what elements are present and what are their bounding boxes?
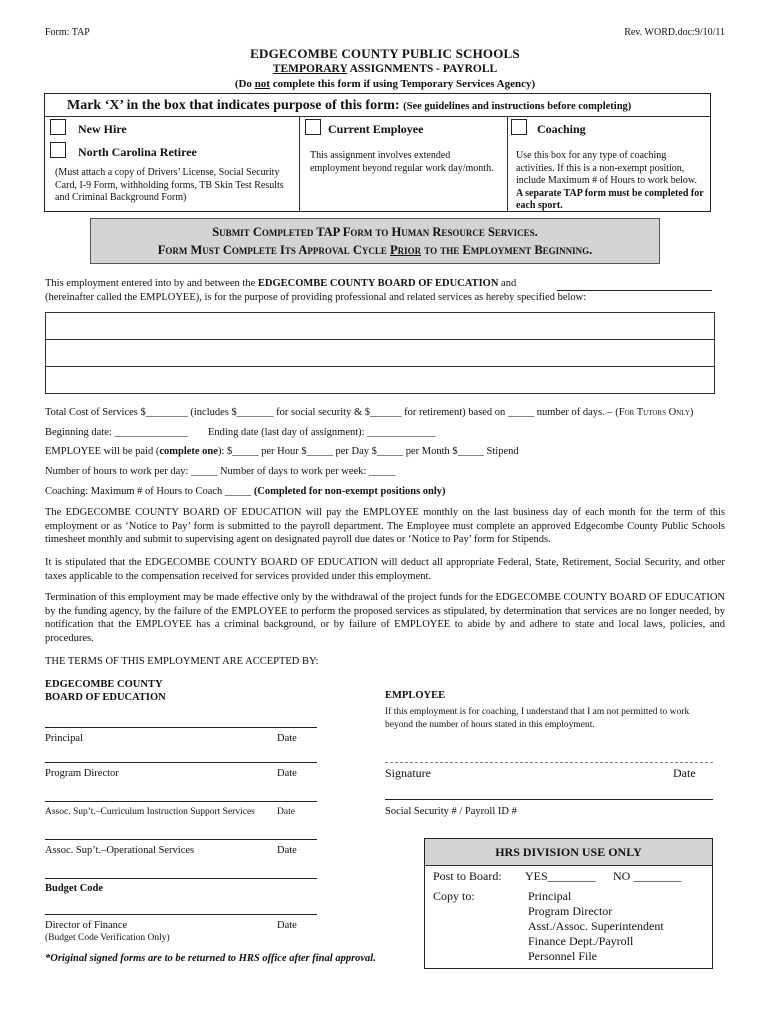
form-subtitle-not: not bbox=[254, 78, 270, 90]
nc-retiree-label: North Carolina Retiree bbox=[78, 145, 197, 159]
copy-to-item: Program Director bbox=[528, 904, 613, 918]
purpose-col-divider-1 bbox=[299, 116, 300, 212]
coaching-note bbox=[516, 150, 704, 213]
banner-line-2a: Form Must Complete Its Approval Cycle bbox=[157, 243, 390, 257]
assoc-curriculum-signature-line[interactable] bbox=[45, 801, 317, 802]
tutors-only: For Tutors Only bbox=[618, 407, 690, 418]
services-row[interactable] bbox=[46, 340, 714, 367]
banner-line-2 bbox=[91, 241, 659, 259]
intro-text-a: This employment entered into by and between the bbox=[45, 278, 258, 289]
return-instructions: *Original signed forms are to be returned to HRS office after final approval. bbox=[45, 953, 376, 964]
assoc-operational-signature-line[interactable] bbox=[45, 839, 317, 840]
copy-to-item: Finance Dept./Payroll bbox=[528, 934, 634, 948]
current-employee-label: Current Employee bbox=[328, 122, 424, 136]
intro-board: EDGECOMBE COUNTY BOARD OF EDUCATION bbox=[257, 278, 499, 289]
purpose-heading-sub: (See guidelines and instructions before completing) bbox=[403, 101, 632, 112]
ssn-label: Social Security # / Payroll ID # bbox=[385, 806, 517, 817]
purpose-heading-main: Mark ‘X’ in the box that indicates purpose of this form: bbox=[67, 98, 400, 113]
program-director-label: Program Director bbox=[45, 768, 119, 779]
principal-signature-line[interactable] bbox=[45, 727, 317, 728]
employee-coaching-note: If this employment is for coaching, I understand that I am not permitted to work beyond the number of hours stated in this employment. bbox=[385, 707, 690, 730]
copy-to-label: Copy to: bbox=[433, 889, 475, 903]
employee-name-line[interactable] bbox=[557, 290, 712, 291]
hrs-heading: HRS DIVISION USE ONLY bbox=[425, 839, 712, 866]
copy-to-item: Personnel File bbox=[528, 949, 597, 963]
director-finance-signature-line[interactable] bbox=[45, 914, 317, 915]
pay-rate-bold: complete one bbox=[159, 446, 218, 457]
terms-heading: THE TERMS OF THIS EMPLOYMENT ARE ACCEPTED BY: bbox=[45, 656, 319, 667]
submit-banner bbox=[90, 218, 660, 264]
assoc-curriculum-label: Assoc. Sup’t.–Curriculum Instruction Support Services bbox=[45, 807, 255, 817]
program-director-signature-line[interactable] bbox=[45, 762, 317, 763]
program-director-date-label: Date bbox=[277, 768, 297, 779]
org-title: EDGECOMBE COUNTY PUBLIC SCHOOLS bbox=[250, 46, 520, 61]
total-cost-text: Total Cost of Services $________ (includes $_______ for social security & $______ for retirement) based on bbox=[45, 407, 508, 418]
form-subtitle-open: (Do bbox=[234, 78, 255, 90]
total-cost-line bbox=[45, 407, 693, 418]
purpose-box bbox=[44, 93, 711, 212]
director-finance-date-label: Date bbox=[277, 920, 297, 931]
taxes-paragraph: It is stipulated that the EDGECOMBE COUNTY BOARD OF EDUCATION will deduct all appropriate Federal, State, Retirement, Social Security, and other taxes applicable to the compensation received for services provided under this employment. bbox=[45, 557, 725, 582]
revision-label: Rev. WORD.doc:9/10/11 bbox=[624, 27, 725, 38]
termination-paragraph: Termination of this employment may be made effective only by the withdrawal of the project funds for the EDGECOMBE COUNTY BOARD OF EDUCATION by the funding agency, by the failure of the EMPLOYEE to perform the proposed services as stipulated, by determination that services are no longer needed, by notification that the EMPLOYEE has a criminal background, or by failure of EMPLOYEE to abide by and adhere to state and local laws, policies, and procedures. bbox=[45, 592, 725, 644]
new-hire-label: New Hire bbox=[78, 122, 127, 136]
services-table bbox=[45, 312, 715, 394]
new-hire-checkbox[interactable] bbox=[50, 119, 66, 135]
ssn-line[interactable] bbox=[385, 799, 713, 800]
intro-line-1 bbox=[45, 278, 516, 289]
services-row[interactable] bbox=[46, 313, 714, 340]
signature-label: Signature bbox=[385, 766, 431, 780]
tutors-end: ) bbox=[689, 407, 694, 418]
services-row[interactable] bbox=[46, 367, 714, 394]
coaching-hours-text: Coaching: Maximum # of Hours to Coach _____ bbox=[45, 486, 254, 497]
form-subtitle-close: complete this form if using Temporary Services Agency) bbox=[269, 78, 536, 90]
post-yes-field[interactable]: YES________ bbox=[525, 869, 596, 883]
payment-paragraph: The EDGECOMBE COUNTY BOARD OF EDUCATION will pay the EMPLOYEE monthly on the last business day of each month for the term of this employment or as ‘Notice to Pay’ form is submitted to the payroll department. The Employee must complete an approved Edgecombe County Public Schools timesheet monthly and submit to supervising agent on designated payroll due dates or ‘Notice to Pay’ form for Stipends. bbox=[45, 507, 725, 545]
banner-line-1: Submit Completed TAP Form to Human Resource Services. bbox=[212, 225, 538, 239]
form-title-rest: ASSIGNMENTS - PAYROLL bbox=[347, 63, 498, 75]
ending-date[interactable]: Ending date (last day of assignment): _____________ bbox=[208, 427, 436, 438]
assoc-operational-date-label: Date bbox=[277, 845, 297, 856]
purpose-divider bbox=[45, 116, 710, 117]
form-id: Form: TAP bbox=[45, 27, 90, 38]
employee-signature-line[interactable] bbox=[385, 762, 713, 763]
post-to-board-label: Post to Board: bbox=[433, 869, 502, 883]
copy-to-item: Asst./Assoc. Superintendent bbox=[528, 919, 664, 933]
intro-text-b: and bbox=[498, 278, 517, 289]
budget-code-label: Budget Code bbox=[45, 883, 104, 894]
pay-rate-b: ): $_____ per Hour $_____ per Day $_____ per Month $_____ Stipend bbox=[217, 446, 519, 457]
principal-label: Principal bbox=[45, 733, 83, 744]
intro-line-2: (hereinafter called the EMPLOYEE), is for the purpose of providing professional and related services as hereby specified below: bbox=[45, 292, 587, 303]
assoc-operational-label: Assoc. Sup’t.–Operational Services bbox=[45, 845, 195, 856]
coaching-hours-bold: (Completed for non-exempt positions only) bbox=[253, 486, 446, 497]
retiree-note: (Must attach a copy of Drivers’ License, Social Security Card, I-9 Form, withholding forms, TB Skin Test Results and Criminal Background Form) bbox=[55, 167, 284, 203]
banner-prior: Prior bbox=[390, 243, 422, 257]
current-employee-checkbox[interactable] bbox=[305, 119, 321, 135]
budget-code-line[interactable] bbox=[45, 878, 317, 879]
current-employee-note: This assignment involves extended employment beyond regular work day/month. bbox=[310, 150, 494, 174]
coaching-checkbox[interactable] bbox=[511, 119, 527, 135]
employee-date-label: Date bbox=[673, 766, 696, 780]
purpose-heading bbox=[67, 98, 631, 114]
num-days-text: number of days. – ( bbox=[534, 407, 619, 418]
board-label-2: BOARD OF EDUCATION bbox=[45, 692, 166, 703]
board-label-1: EDGECOMBE COUNTY bbox=[45, 679, 163, 690]
coaching-note-bold: A separate TAP form must be completed for each sport. bbox=[516, 187, 704, 211]
director-finance-label: Director of Finance bbox=[45, 920, 128, 931]
form-subtitle bbox=[0, 78, 770, 90]
form-title bbox=[0, 63, 770, 75]
purpose-col-divider-2 bbox=[507, 116, 508, 212]
coaching-note-text: Use this box for any type of coaching activities. If this is a non-exempt position, include Maximum # of Hours to work below. bbox=[516, 150, 697, 186]
post-no-field[interactable]: NO ________ bbox=[613, 869, 682, 883]
beginning-date[interactable]: Beginning date: ______________ bbox=[45, 427, 188, 438]
copy-to-item: Principal bbox=[528, 889, 572, 903]
coaching-label: Coaching bbox=[537, 122, 586, 136]
principal-date-label: Date bbox=[277, 733, 297, 744]
form-title-temporary: TEMPORARY bbox=[272, 63, 348, 75]
assoc-curriculum-date-label: Date bbox=[277, 807, 295, 817]
budget-verification-note: (Budget Code Verification Only) bbox=[45, 933, 170, 943]
hours-days-line[interactable]: Number of hours to work per day: _____ Number of days to work per week: _____ bbox=[45, 466, 396, 477]
employee-heading: EMPLOYEE bbox=[385, 690, 446, 701]
nc-retiree-checkbox[interactable] bbox=[50, 142, 66, 158]
banner-line-2b: to the Employment Beginning. bbox=[421, 243, 593, 257]
days-blank[interactable]: _____ bbox=[507, 407, 535, 418]
pay-rate-a: EMPLOYEE will be paid ( bbox=[45, 446, 160, 457]
pay-rate-line bbox=[45, 446, 519, 457]
coaching-hours-line bbox=[45, 486, 446, 497]
hrs-division-box bbox=[424, 838, 713, 969]
